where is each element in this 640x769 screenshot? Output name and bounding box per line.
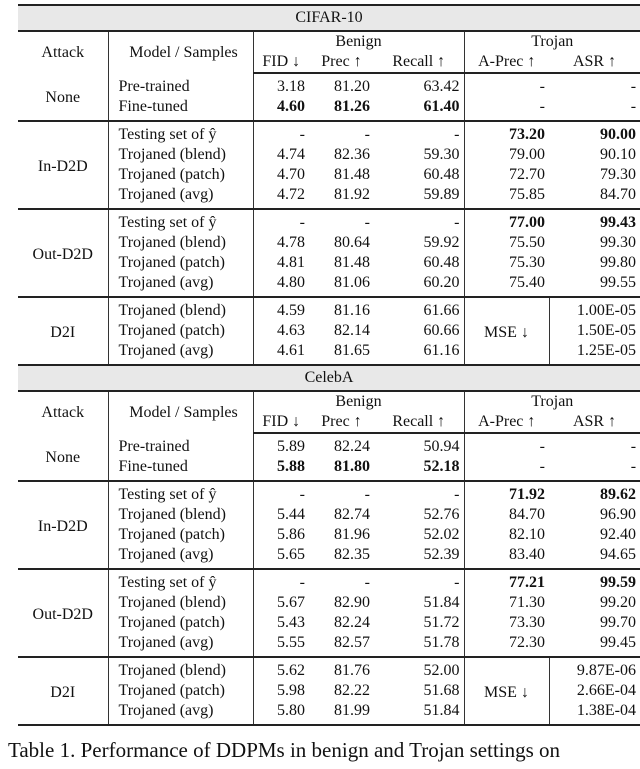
recall-value: 60.20 bbox=[374, 273, 464, 297]
prec-value: - bbox=[364, 574, 370, 591]
table-row bbox=[18, 545, 640, 569]
header-fid: FID ↓ bbox=[253, 412, 309, 433]
mse-value: 1.38E-04 bbox=[549, 701, 640, 725]
model-label: Testing set of ŷ bbox=[108, 569, 253, 593]
model-label: Trojaned (patch) bbox=[108, 613, 253, 633]
prec-value: 82.14 bbox=[334, 322, 370, 339]
aprec-value: - bbox=[464, 97, 549, 121]
prec-value: 81.76 bbox=[334, 662, 370, 679]
table-row bbox=[18, 613, 640, 633]
prec-value: 81.16 bbox=[334, 302, 370, 319]
table-row bbox=[18, 569, 640, 593]
fid-value: 4.61 bbox=[253, 341, 309, 365]
table-row bbox=[18, 121, 640, 145]
table-row bbox=[18, 525, 640, 545]
asr-value: - bbox=[630, 78, 637, 95]
model-label: Trojaned (blend) bbox=[108, 233, 253, 253]
prec-value: 81.92 bbox=[309, 185, 374, 209]
fid-value: 5.80 bbox=[253, 701, 309, 725]
mse-value: 2.66E-04 bbox=[549, 681, 640, 701]
fid-value: 4.81 bbox=[253, 253, 309, 273]
model-label: Trojaned (avg) bbox=[108, 185, 253, 209]
dataset-header-row bbox=[18, 5, 640, 31]
fid-value: 5.67 bbox=[253, 593, 309, 613]
table-row bbox=[18, 297, 640, 321]
table-row bbox=[18, 253, 640, 273]
table-row bbox=[18, 433, 640, 457]
aprec-value: 77.21 bbox=[464, 569, 549, 593]
prec-value: 81.80 bbox=[309, 457, 374, 481]
table-row bbox=[18, 233, 640, 253]
table-row bbox=[18, 657, 640, 681]
recall-value: - bbox=[454, 126, 460, 143]
table-row bbox=[18, 73, 640, 97]
model-label: Trojaned (avg) bbox=[108, 633, 253, 657]
prec-value: 82.57 bbox=[309, 633, 374, 657]
aprec-value: 71.92 bbox=[464, 481, 549, 505]
fid-value: 5.44 bbox=[253, 505, 309, 525]
fid-value: 3.18 bbox=[253, 73, 309, 97]
column-header-row bbox=[18, 391, 640, 412]
table-row bbox=[18, 185, 640, 209]
table-row bbox=[18, 505, 640, 525]
prec-value: 81.99 bbox=[309, 701, 374, 725]
mse-value: 1.50E-05 bbox=[549, 321, 640, 341]
model-label: Trojaned (blend) bbox=[108, 593, 253, 613]
aprec-value: 71.30 bbox=[464, 593, 549, 613]
asr-value: 99.59 bbox=[600, 574, 637, 591]
aprec-value: 75.85 bbox=[464, 185, 549, 209]
fid-value: - bbox=[253, 209, 309, 233]
prec-value: 81.06 bbox=[309, 273, 374, 297]
recall-value: - bbox=[454, 486, 460, 503]
table-row bbox=[18, 273, 640, 297]
prec-value: 81.26 bbox=[309, 97, 374, 121]
model-label: Trojaned (patch) bbox=[108, 525, 253, 545]
model-label: Pre-trained bbox=[108, 433, 253, 457]
table-caption: Table 1. Performance of DDPMs in benign and Trojan settings on bbox=[8, 738, 561, 762]
fid-value: 4.72 bbox=[253, 185, 309, 209]
header-recall: Recall ↑ bbox=[374, 412, 464, 433]
fid-value: 5.62 bbox=[253, 657, 309, 681]
dataset-title: CelebA bbox=[18, 365, 640, 391]
aprec-value: 72.70 bbox=[464, 165, 549, 185]
mse-value: 1.00E-05 bbox=[549, 297, 640, 321]
model-label: Pre-trained bbox=[108, 73, 253, 97]
model-label: Trojaned (patch) bbox=[108, 321, 253, 341]
table-row bbox=[18, 97, 640, 121]
recall-value: 61.40 bbox=[374, 97, 464, 121]
prec-value: 81.48 bbox=[334, 166, 370, 183]
dataset-header-row bbox=[18, 365, 640, 391]
recall-value: 59.30 bbox=[423, 146, 460, 163]
recall-value: 51.84 bbox=[423, 594, 460, 611]
fid-value: 5.86 bbox=[253, 525, 309, 545]
header-trojan: Trojan bbox=[464, 391, 640, 412]
aprec-value: 77.00 bbox=[464, 209, 549, 233]
fid-value: 5.43 bbox=[253, 613, 309, 633]
table-row bbox=[18, 633, 640, 657]
recall-value: 61.16 bbox=[374, 341, 464, 365]
fid-value: 4.78 bbox=[253, 233, 309, 253]
model-label: Trojaned (blend) bbox=[108, 145, 253, 165]
header-recall: Recall ↑ bbox=[374, 52, 464, 73]
prec-value: 82.24 bbox=[334, 614, 370, 631]
recall-value: 61.66 bbox=[423, 302, 460, 319]
recall-value: 63.42 bbox=[423, 78, 460, 95]
prec-value: - bbox=[364, 126, 370, 143]
attack-label: In-D2D bbox=[18, 121, 108, 209]
recall-value: 51.68 bbox=[423, 682, 460, 699]
fid-value: 5.88 bbox=[253, 457, 309, 481]
header-asr: ASR ↑ bbox=[549, 412, 640, 433]
prec-value: - bbox=[364, 486, 370, 503]
aprec-value: 75.50 bbox=[464, 233, 549, 253]
fid-value: 4.80 bbox=[253, 273, 309, 297]
asr-value: 90.00 bbox=[600, 126, 637, 143]
asr-value: 92.40 bbox=[600, 526, 637, 543]
model-label: Trojaned (avg) bbox=[108, 341, 253, 365]
asr-value: 99.20 bbox=[600, 594, 637, 611]
model-label: Trojaned (patch) bbox=[108, 681, 253, 701]
recall-value: 52.00 bbox=[423, 662, 460, 679]
header-benign: Benign bbox=[253, 391, 464, 412]
table-row bbox=[18, 145, 640, 165]
model-label: Fine-tuned bbox=[108, 97, 253, 121]
header-model: Model / Samples bbox=[108, 391, 253, 433]
attack-label: In-D2D bbox=[18, 481, 108, 569]
model-label: Trojaned (blend) bbox=[108, 657, 253, 681]
model-label: Trojaned (blend) bbox=[108, 505, 253, 525]
recall-value: - bbox=[454, 574, 460, 591]
results-table bbox=[18, 4, 640, 726]
dataset-title: CIFAR-10 bbox=[18, 5, 640, 31]
asr-value: 99.55 bbox=[549, 273, 640, 297]
recall-value: 51.84 bbox=[374, 701, 464, 725]
prec-value: 81.96 bbox=[334, 526, 370, 543]
mse-label: MSE ↓ bbox=[464, 297, 549, 365]
recall-value: 59.89 bbox=[374, 185, 464, 209]
model-label: Trojaned (avg) bbox=[108, 701, 253, 725]
recall-value: 52.76 bbox=[423, 506, 460, 523]
attack-label: Out-D2D bbox=[18, 569, 108, 657]
recall-value: 60.48 bbox=[423, 166, 460, 183]
recall-value: 52.02 bbox=[423, 526, 460, 543]
model-label: Trojaned (patch) bbox=[108, 165, 253, 185]
header-fid: FID ↓ bbox=[253, 52, 309, 73]
model-label: Trojaned (avg) bbox=[108, 545, 253, 569]
asr-value: 99.70 bbox=[600, 614, 637, 631]
model-label: Trojaned (blend) bbox=[108, 297, 253, 321]
fid-value: 5.98 bbox=[253, 681, 309, 701]
asr-value: - bbox=[630, 438, 637, 455]
fid-value: - bbox=[253, 481, 309, 505]
aprec-value: - bbox=[464, 457, 549, 481]
model-label: Testing set of ŷ bbox=[108, 481, 253, 505]
prec-value: 81.20 bbox=[334, 78, 370, 95]
asr-value: - bbox=[549, 97, 640, 121]
results-table-body bbox=[18, 5, 640, 725]
aprec-value: 73.20 bbox=[464, 121, 549, 145]
recall-value: - bbox=[454, 214, 460, 231]
aprec-value: 73.30 bbox=[464, 613, 549, 633]
mse-value: 1.25E-05 bbox=[549, 341, 640, 365]
table-row bbox=[18, 165, 640, 185]
header-aprec: A-Prec ↑ bbox=[464, 412, 549, 433]
aprec-value: 75.30 bbox=[464, 253, 549, 273]
prec-value: 82.22 bbox=[334, 682, 370, 699]
asr-value: 90.10 bbox=[600, 146, 637, 163]
column-header-row bbox=[18, 31, 640, 52]
model-label: Trojaned (patch) bbox=[108, 253, 253, 273]
aprec-value: 82.10 bbox=[464, 525, 549, 545]
header-prec: Prec ↑ bbox=[309, 52, 374, 73]
table-row bbox=[18, 209, 640, 233]
table-row bbox=[18, 593, 640, 613]
fid-value: - bbox=[253, 569, 309, 593]
mse-value: 9.87E-06 bbox=[549, 657, 640, 681]
attack-label: None bbox=[18, 433, 108, 481]
prec-value: - bbox=[364, 214, 370, 231]
aprec-value: - bbox=[464, 73, 549, 97]
asr-value: 99.80 bbox=[600, 254, 637, 271]
header-trojan: Trojan bbox=[464, 31, 640, 52]
recall-value: 60.66 bbox=[423, 322, 460, 339]
recall-value: 59.92 bbox=[423, 234, 460, 251]
model-label: Testing set of ŷ bbox=[108, 121, 253, 145]
fid-value: - bbox=[253, 121, 309, 145]
asr-value: - bbox=[549, 457, 640, 481]
asr-value: 79.30 bbox=[600, 166, 637, 183]
asr-value: 94.65 bbox=[549, 545, 640, 569]
prec-value: 82.90 bbox=[334, 594, 370, 611]
asr-value: 99.45 bbox=[549, 633, 640, 657]
attack-label: D2I bbox=[18, 297, 108, 365]
aprec-value: 84.70 bbox=[464, 505, 549, 525]
asr-value: 96.90 bbox=[600, 506, 637, 523]
table-row bbox=[18, 481, 640, 505]
table-row bbox=[18, 457, 640, 481]
asr-value: 99.43 bbox=[600, 214, 637, 231]
fid-value: 5.65 bbox=[253, 545, 309, 569]
header-attack: Attack bbox=[41, 43, 85, 61]
header-asr: ASR ↑ bbox=[549, 52, 640, 73]
results-table-container bbox=[8, 4, 640, 762]
recall-value: 60.48 bbox=[423, 254, 460, 271]
prec-value: 82.36 bbox=[334, 146, 370, 163]
fid-value: 5.55 bbox=[253, 633, 309, 657]
asr-value: 89.62 bbox=[600, 486, 637, 503]
aprec-value: - bbox=[464, 433, 549, 457]
fid-value: 4.60 bbox=[253, 97, 309, 121]
aprec-value: 79.00 bbox=[464, 145, 549, 165]
model-label: Testing set of ŷ bbox=[108, 209, 253, 233]
model-label: Trojaned (avg) bbox=[108, 273, 253, 297]
prec-value: 82.24 bbox=[334, 438, 370, 455]
prec-value: 82.74 bbox=[334, 506, 370, 523]
header-attack: Attack bbox=[41, 403, 85, 421]
recall-value: 51.78 bbox=[374, 633, 464, 657]
recall-value: 50.94 bbox=[423, 438, 460, 455]
mse-label: MSE ↓ bbox=[464, 657, 549, 725]
fid-value: 4.70 bbox=[253, 165, 309, 185]
fid-value: 4.59 bbox=[253, 297, 309, 321]
prec-value: 81.65 bbox=[309, 341, 374, 365]
attack-label: D2I bbox=[18, 657, 108, 725]
fid-value: 4.74 bbox=[253, 145, 309, 165]
fid-value: 5.89 bbox=[253, 433, 309, 457]
fid-value: 4.63 bbox=[253, 321, 309, 341]
recall-value: 51.72 bbox=[423, 614, 460, 631]
aprec-value: 72.30 bbox=[464, 633, 549, 657]
header-aprec: A-Prec ↑ bbox=[464, 52, 549, 73]
recall-value: 52.18 bbox=[374, 457, 464, 481]
aprec-value: 83.40 bbox=[464, 545, 549, 569]
recall-value: 52.39 bbox=[374, 545, 464, 569]
header-benign: Benign bbox=[253, 31, 464, 52]
aprec-value: 75.40 bbox=[464, 273, 549, 297]
asr-value: 99.30 bbox=[600, 234, 637, 251]
attack-label: Out-D2D bbox=[18, 209, 108, 297]
header-model: Model / Samples bbox=[108, 31, 253, 73]
prec-value: 80.64 bbox=[334, 234, 370, 251]
asr-value: 84.70 bbox=[549, 185, 640, 209]
prec-value: 81.48 bbox=[334, 254, 370, 271]
header-prec: Prec ↑ bbox=[309, 412, 374, 433]
model-label: Fine-tuned bbox=[108, 457, 253, 481]
attack-label: None bbox=[18, 73, 108, 121]
prec-value: 82.35 bbox=[309, 545, 374, 569]
